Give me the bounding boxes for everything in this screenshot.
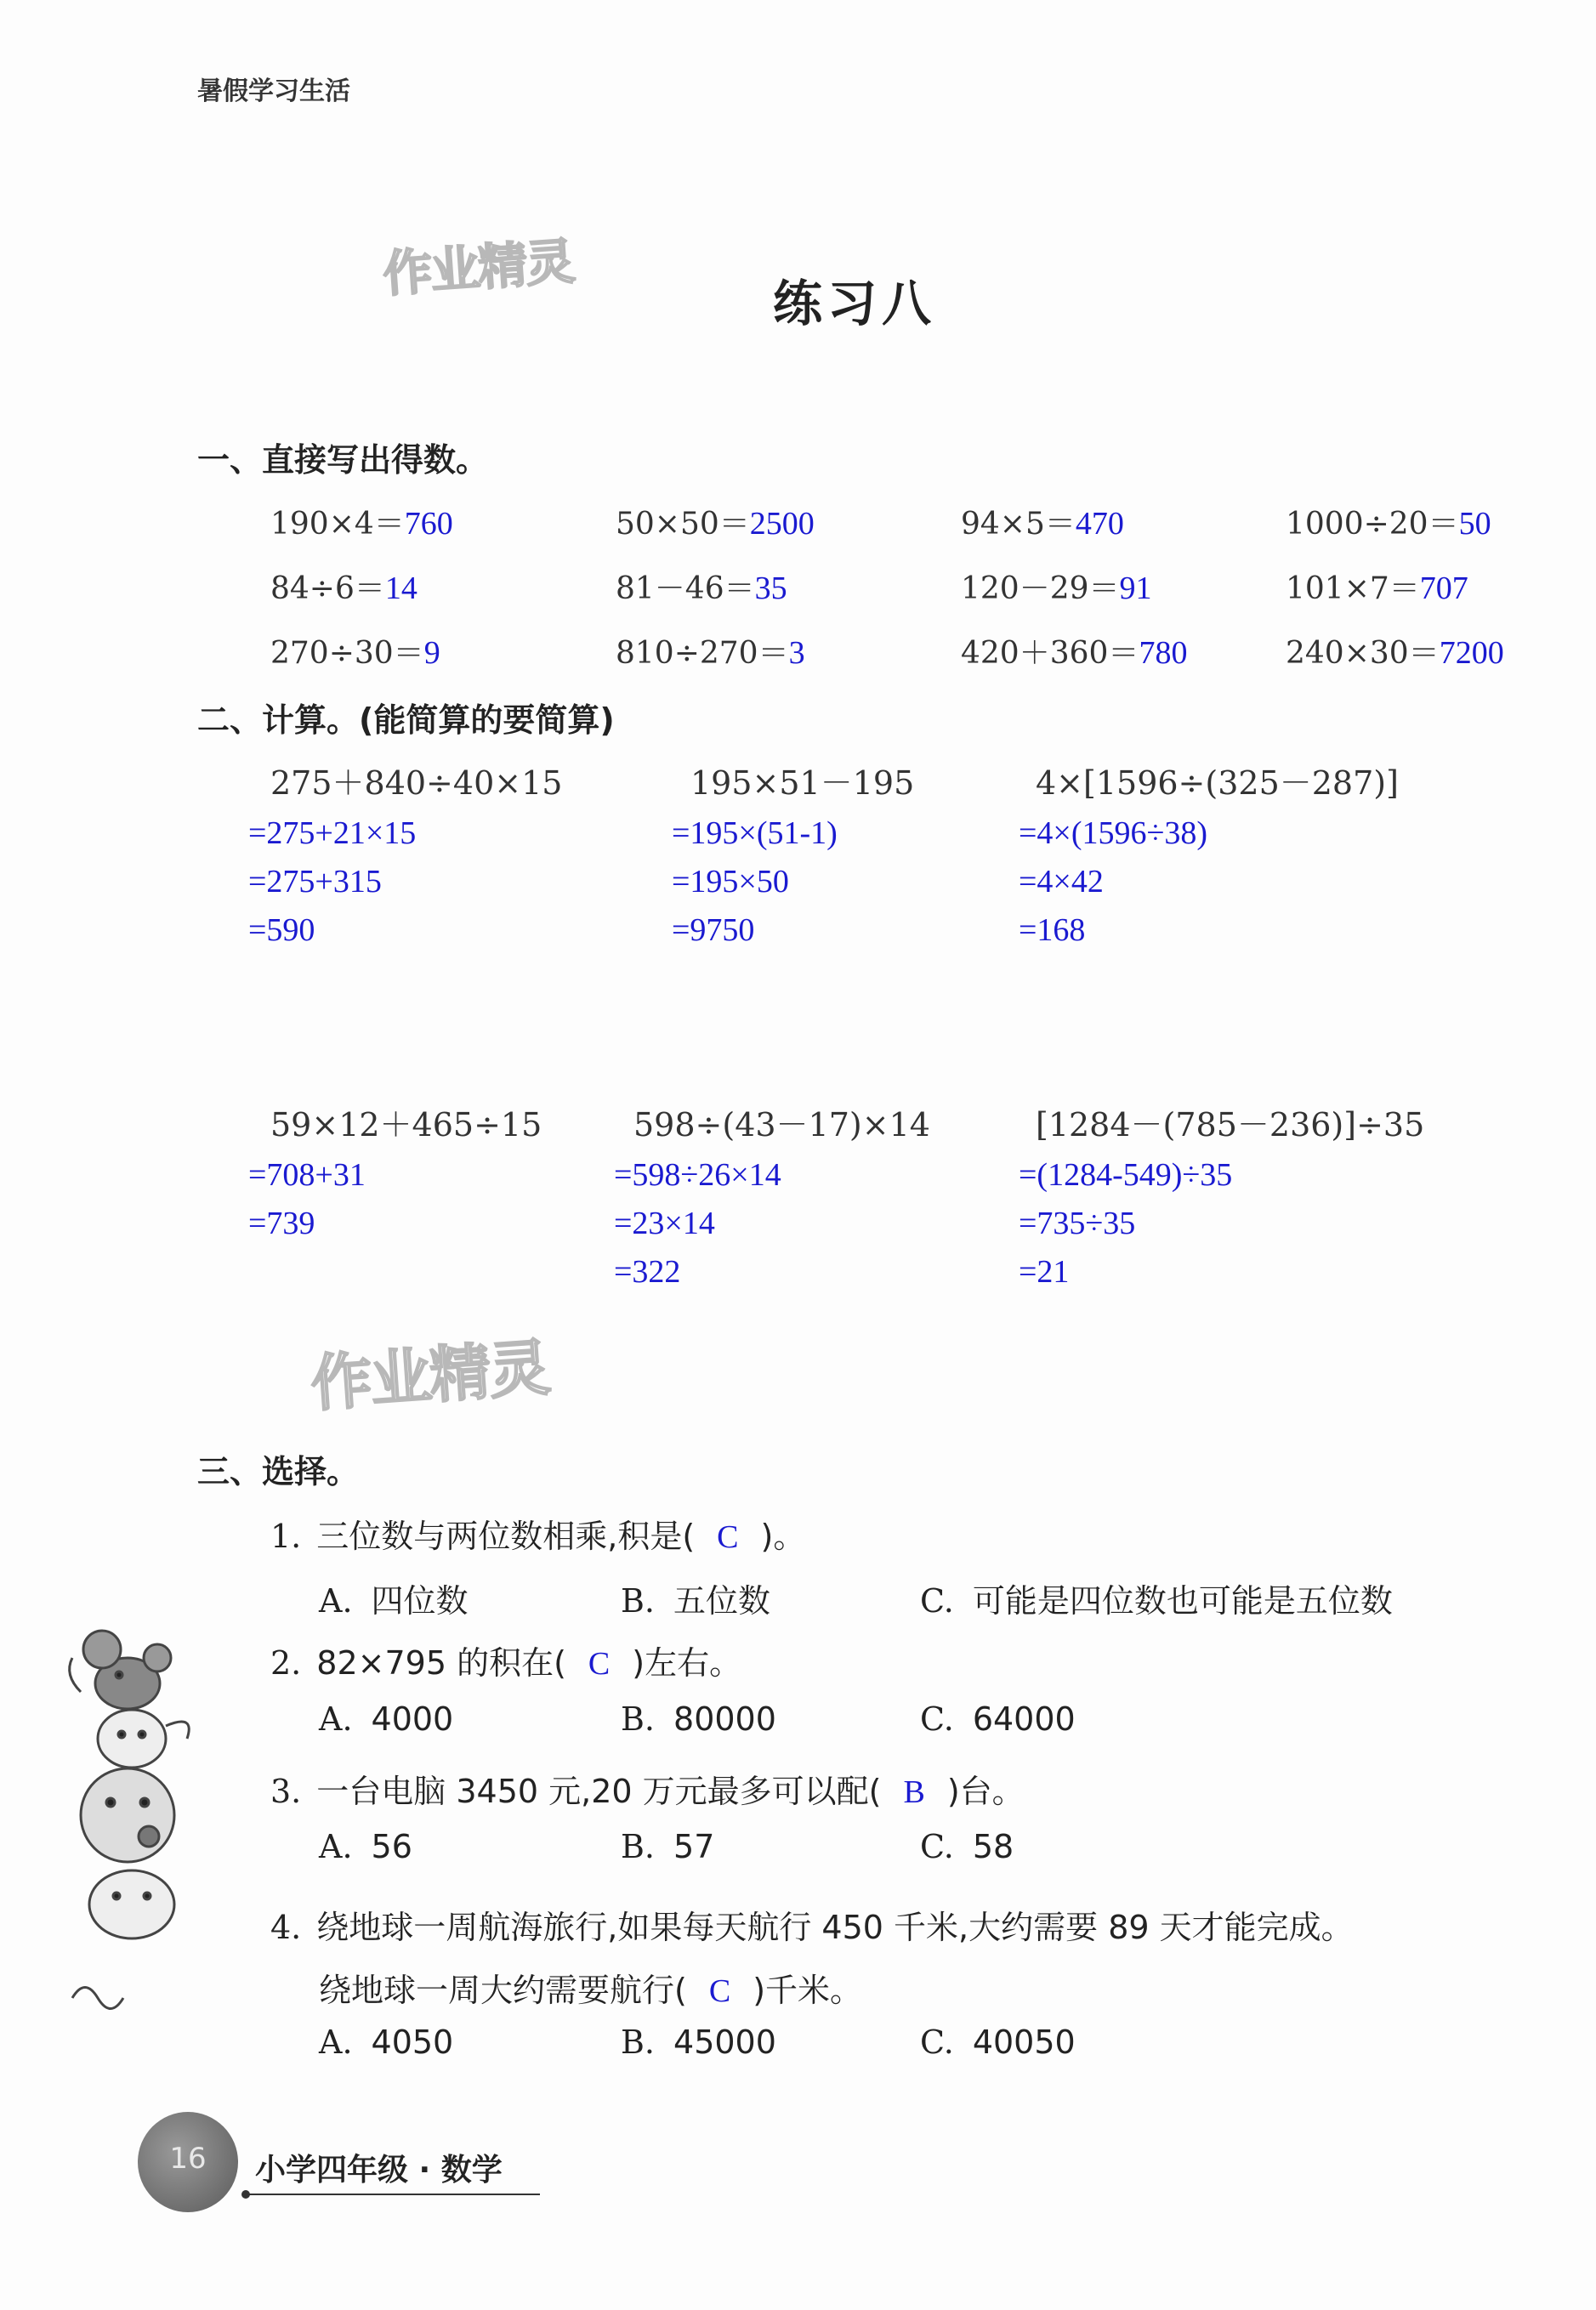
option-key: B. bbox=[621, 2023, 656, 2061]
question-text-end: )。 bbox=[760, 1518, 806, 1555]
calc-step: =708+31 bbox=[248, 1157, 366, 1193]
option-key: C. bbox=[920, 1582, 954, 1620]
calc-problem-expression: 598÷(43－17)×14 bbox=[633, 1106, 930, 1144]
choice-option bbox=[621, 2023, 776, 2061]
option-text: 57 bbox=[673, 1828, 715, 1865]
oral-calc-item bbox=[270, 629, 440, 673]
option-text: 4000 bbox=[371, 1700, 454, 1738]
footer-label: 小学四年级 · 数学 bbox=[255, 2153, 503, 2188]
oral-calc-item bbox=[1286, 565, 1468, 608]
question-text-end: )千米。 bbox=[753, 1972, 863, 2009]
calc-problem-expression: 195×51－195 bbox=[690, 764, 915, 802]
oral-calc-item bbox=[961, 629, 1187, 673]
option-key: B. bbox=[621, 1828, 656, 1865]
calc-step: =23×14 bbox=[614, 1206, 715, 1241]
choice-option bbox=[920, 1575, 1393, 1621]
choice-question-line2 bbox=[319, 1964, 862, 2011]
calc-step: =590 bbox=[248, 912, 315, 948]
oral-calc-item bbox=[1286, 629, 1504, 673]
choice-answer: B bbox=[903, 1774, 925, 1810]
oral-calc-item bbox=[961, 500, 1124, 543]
option-text: 四位数 bbox=[371, 1582, 469, 1620]
calc-step: =4×42 bbox=[1019, 864, 1104, 900]
calc-problem-expression: 4×[1596÷(325－287)] bbox=[1036, 764, 1399, 802]
choice-question bbox=[270, 1901, 1354, 1948]
choice-option bbox=[621, 1575, 770, 1621]
oral-calc-answer: 7200 bbox=[1439, 635, 1504, 671]
page-title: 练习八 bbox=[772, 275, 936, 332]
option-text: 45000 bbox=[673, 2023, 776, 2061]
section1-heading: 一、直接写出得数。 bbox=[197, 441, 489, 479]
footer-rule bbox=[247, 2194, 540, 2195]
option-key: C. bbox=[920, 2023, 954, 2061]
calc-step: =275+315 bbox=[248, 864, 382, 900]
question-number: 3. bbox=[270, 1773, 302, 1810]
choice-option bbox=[319, 1828, 412, 1865]
calc-step: =(1284-549)÷35 bbox=[1019, 1157, 1233, 1193]
oral-calc-answer: 470 bbox=[1075, 506, 1124, 542]
oral-calc-item bbox=[961, 565, 1152, 608]
option-key: B. bbox=[621, 1582, 656, 1620]
question-text: 一台电脑 3450 元,20 万元最多可以配( bbox=[316, 1773, 882, 1810]
oral-calc-item bbox=[616, 565, 787, 608]
question-number: 1. bbox=[270, 1518, 302, 1555]
calc-problem-expression: [1284－(785－236)]÷35 bbox=[1036, 1106, 1425, 1144]
option-text: 五位数 bbox=[673, 1582, 771, 1620]
oral-calc-expression: 120－29＝ bbox=[961, 571, 1120, 606]
calc-step: =168 bbox=[1019, 912, 1086, 948]
calc-step: =322 bbox=[614, 1254, 681, 1290]
book-header: 暑假学习生活 bbox=[197, 77, 350, 106]
oral-calc-answer: 91 bbox=[1119, 570, 1152, 606]
oral-calc-expression: 420＋360＝ bbox=[961, 636, 1139, 671]
option-text: 可能是四位数也可能是五位数 bbox=[972, 1582, 1393, 1620]
option-text: 56 bbox=[371, 1828, 412, 1865]
calc-problem-expression: 275＋840÷40×15 bbox=[270, 764, 563, 802]
oral-calc-answer: 50 bbox=[1458, 506, 1491, 542]
choice-option bbox=[319, 1700, 453, 1738]
oral-calc-expression: 240×30＝ bbox=[1286, 636, 1440, 671]
option-text: 64000 bbox=[972, 1700, 1076, 1738]
calc-step: =598÷26×14 bbox=[614, 1157, 781, 1193]
oral-calc-expression: 270÷30＝ bbox=[270, 636, 424, 671]
calc-step: =195×50 bbox=[672, 864, 789, 900]
choice-answer: C bbox=[717, 1519, 739, 1555]
oral-calc-item bbox=[270, 565, 417, 608]
option-text: 58 bbox=[972, 1828, 1014, 1865]
question-text: 三位数与两位数相乘,积是( bbox=[316, 1518, 696, 1555]
section3-heading: 三、选择。 bbox=[197, 1453, 360, 1490]
oral-calc-expression: 50×50＝ bbox=[616, 507, 750, 542]
cartoon-animals-illustration bbox=[47, 1624, 200, 2032]
oral-calc-expression: 84÷6＝ bbox=[270, 571, 385, 606]
choice-option bbox=[621, 1700, 776, 1738]
oral-calc-answer: 2500 bbox=[749, 506, 815, 542]
oral-calc-item bbox=[616, 500, 815, 543]
option-text: 4050 bbox=[371, 2023, 454, 2061]
oral-calc-answer: 9 bbox=[423, 635, 440, 671]
choice-question bbox=[270, 1510, 805, 1557]
question-text-end: )左右。 bbox=[632, 1644, 742, 1682]
choice-answer: C bbox=[708, 1973, 731, 2009]
choice-option bbox=[621, 1828, 714, 1865]
question-text-end: )台。 bbox=[946, 1773, 1025, 1810]
calc-step: =4×(1596÷38) bbox=[1019, 815, 1208, 851]
option-key: B. bbox=[621, 1700, 656, 1738]
choice-option bbox=[319, 1575, 469, 1621]
calc-step: =195×(51-1) bbox=[672, 815, 838, 851]
oral-calc-answer: 14 bbox=[384, 570, 417, 606]
option-key: A. bbox=[319, 1700, 353, 1738]
oral-calc-expression: 81－46＝ bbox=[616, 571, 755, 606]
oral-calc-expression: 190×4＝ bbox=[270, 507, 405, 542]
option-text: 40050 bbox=[972, 2023, 1076, 2061]
choice-option bbox=[319, 2023, 453, 2061]
calc-step: =21 bbox=[1019, 1254, 1070, 1290]
oral-calc-item bbox=[270, 500, 453, 543]
calc-step: =735÷35 bbox=[1019, 1206, 1136, 1241]
choice-option bbox=[920, 2023, 1076, 2061]
question-text-line2: 绕地球一周大约需要航行( bbox=[319, 1972, 687, 2009]
question-text: 绕地球一周航海旅行,如果每天航行 450 千米,大约需要 89 天才能完成。 bbox=[316, 1909, 1354, 1946]
section2-heading: 二、计算。(能简算的要简算) bbox=[197, 701, 615, 739]
oral-calc-item bbox=[1286, 500, 1491, 543]
oral-calc-answer: 35 bbox=[754, 570, 787, 606]
page-number-badge: 16 bbox=[138, 2112, 238, 2212]
oral-calc-answer: 760 bbox=[404, 506, 453, 542]
watermark-top: 作业精灵 bbox=[381, 232, 576, 304]
oral-calc-expression: 810÷270＝ bbox=[616, 636, 789, 671]
choice-question bbox=[270, 1637, 741, 1683]
calc-step: =275+21×15 bbox=[248, 815, 417, 851]
option-key: A. bbox=[319, 1828, 353, 1865]
oral-calc-expression: 94×5＝ bbox=[961, 507, 1076, 542]
option-key: C. bbox=[920, 1700, 954, 1738]
choice-option bbox=[920, 1828, 1014, 1865]
question-number: 2. bbox=[270, 1644, 302, 1682]
option-text: 80000 bbox=[673, 1700, 776, 1738]
choice-answer: C bbox=[588, 1646, 611, 1682]
calc-problem-expression: 59×12＋465÷15 bbox=[270, 1106, 542, 1144]
oral-calc-expression: 101×7＝ bbox=[1286, 571, 1420, 606]
oral-calc-answer: 780 bbox=[1139, 635, 1188, 671]
choice-option bbox=[920, 1700, 1076, 1738]
option-key: C. bbox=[920, 1828, 954, 1865]
option-key: A. bbox=[319, 2023, 353, 2061]
choice-question bbox=[270, 1765, 1025, 1812]
question-text: 82×795 的积在( bbox=[316, 1644, 566, 1682]
oral-calc-item bbox=[616, 629, 805, 673]
oral-calc-expression: 1000÷20＝ bbox=[1286, 507, 1459, 542]
oral-calc-answer: 3 bbox=[788, 635, 805, 671]
option-key: A. bbox=[319, 1582, 353, 1620]
calc-step: =9750 bbox=[672, 912, 755, 948]
question-number: 4. bbox=[270, 1909, 302, 1946]
calc-step: =739 bbox=[248, 1206, 315, 1241]
watermark-middle: 作业精灵 bbox=[308, 1331, 552, 1420]
oral-calc-answer: 707 bbox=[1419, 570, 1468, 606]
